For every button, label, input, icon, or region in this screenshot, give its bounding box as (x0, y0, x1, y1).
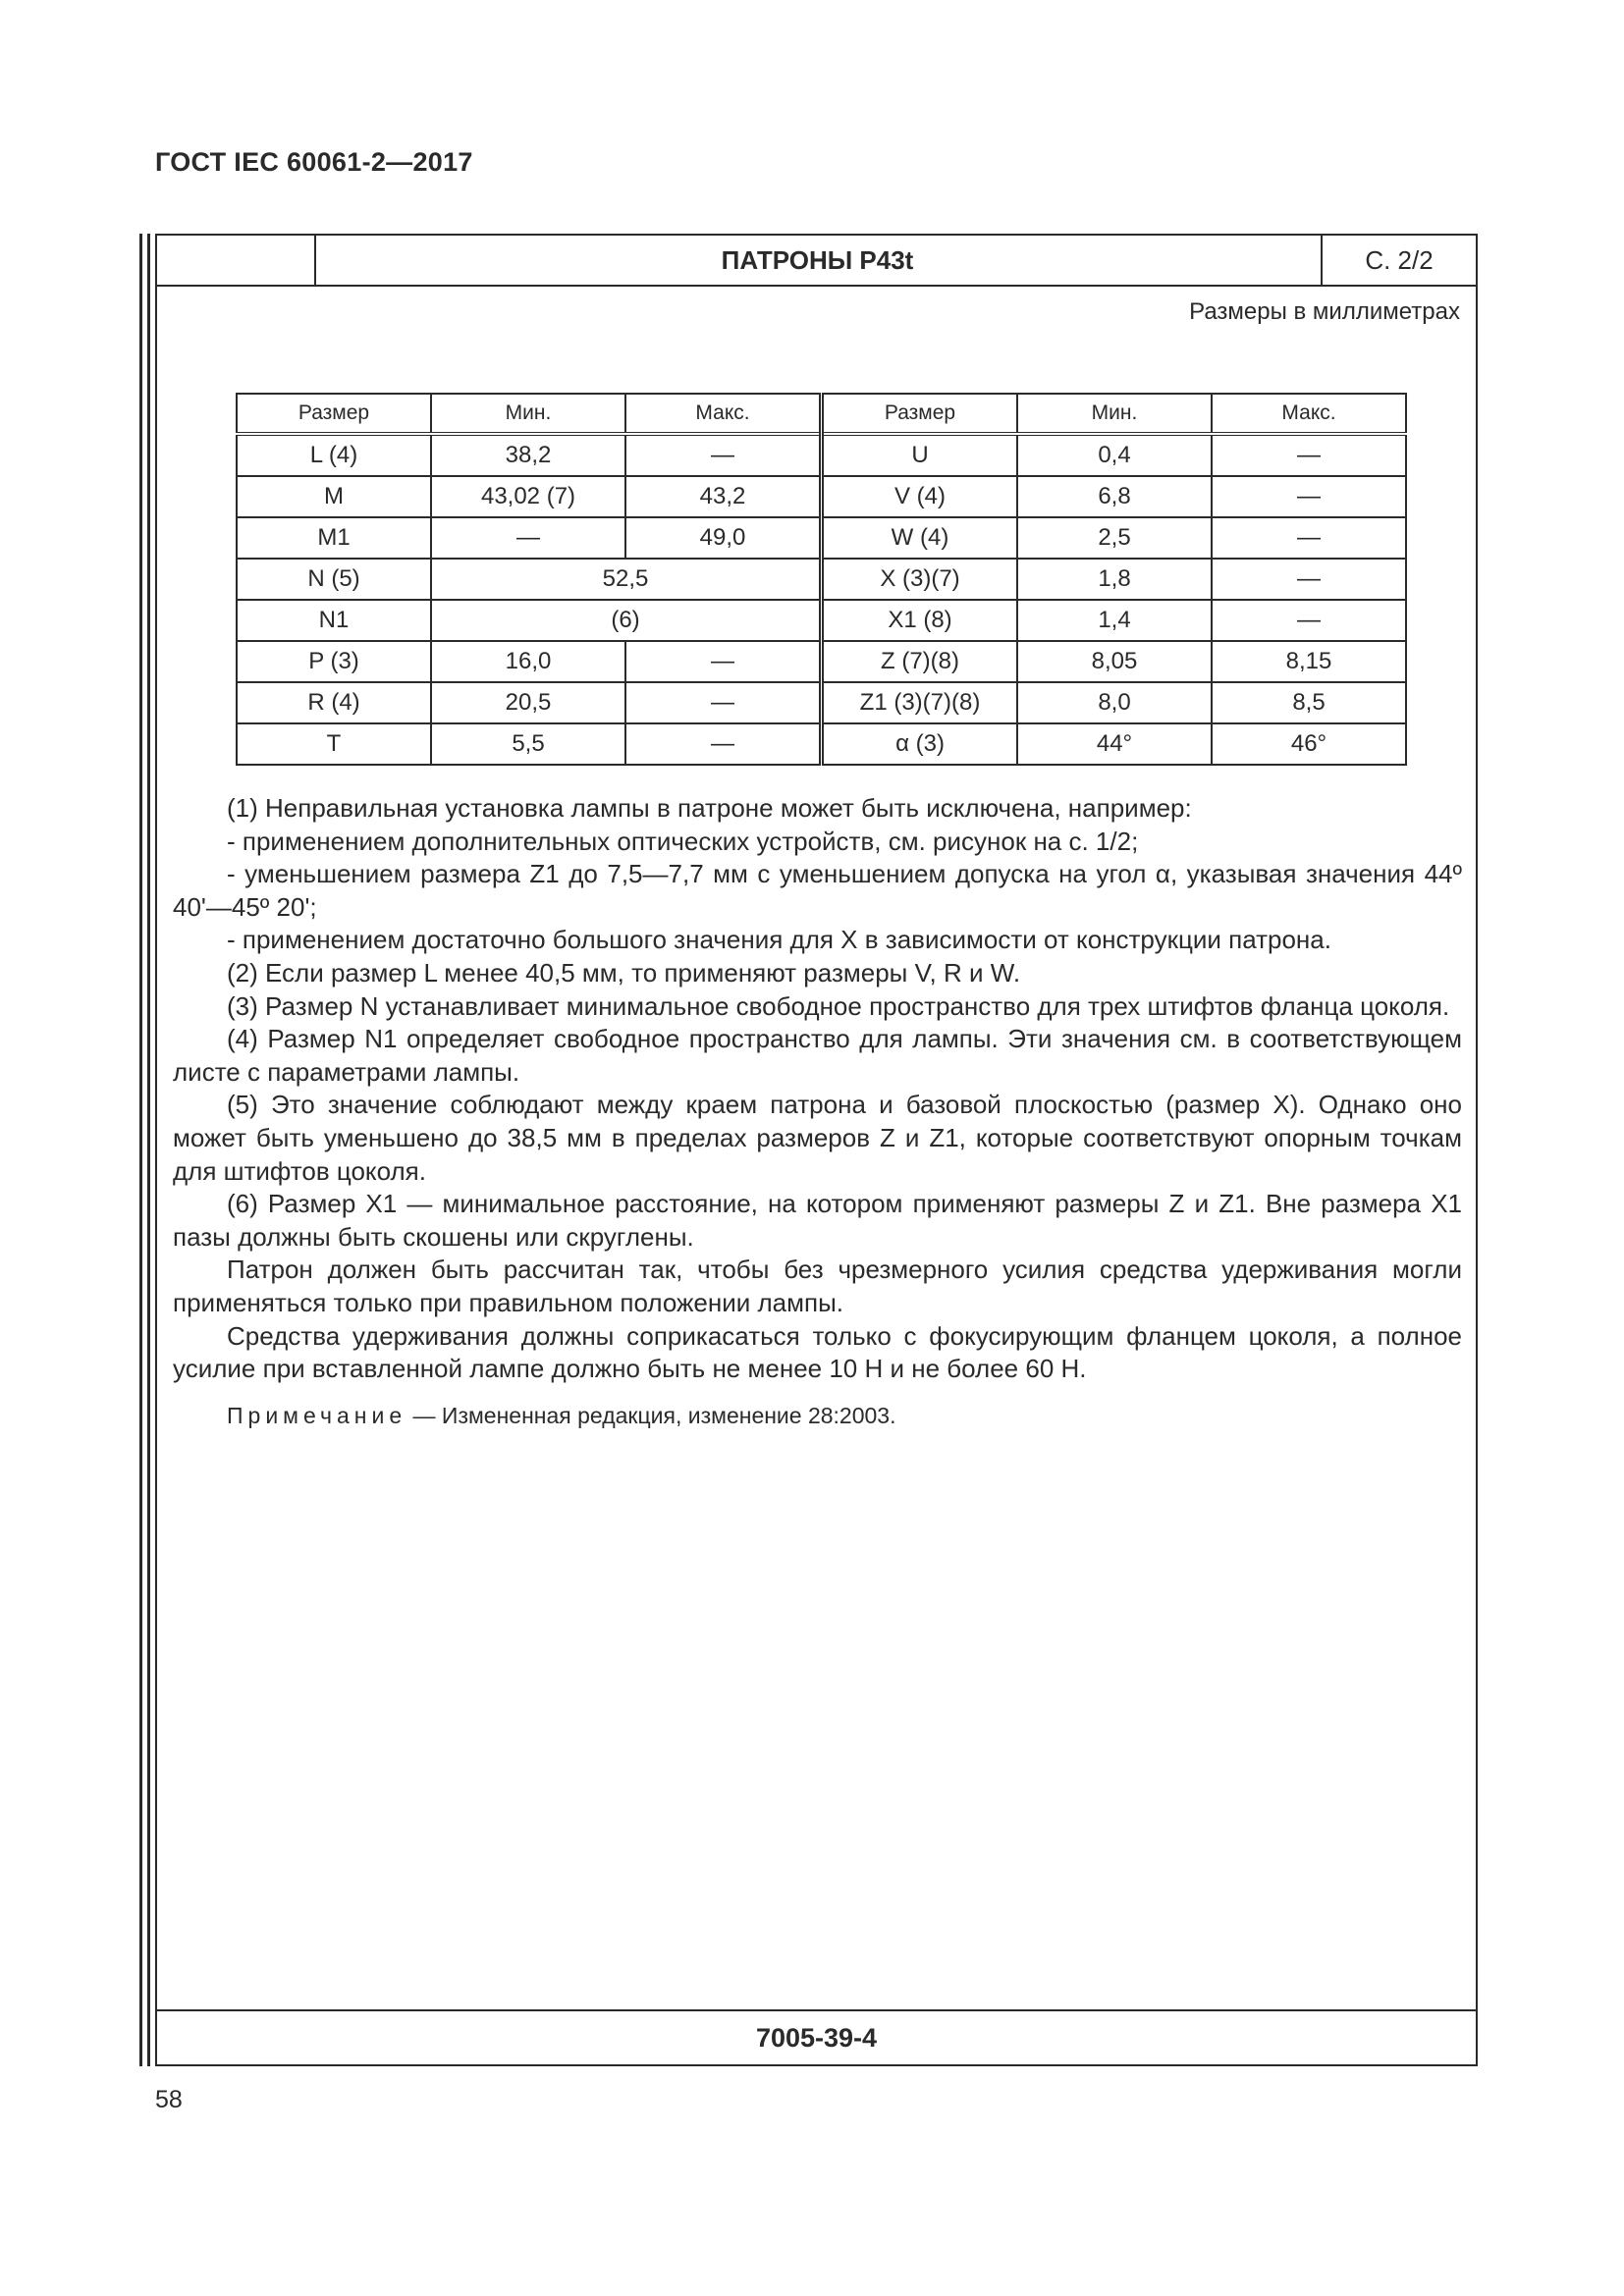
table-cell: M1 (237, 517, 431, 559)
note-paragraph: (1) Неправильная установка лампы в патроне может быть исключена, например: (227, 793, 1192, 823)
table-cell: — (625, 434, 822, 476)
table-row (237, 682, 1406, 723)
table-cell: W (4) (822, 517, 1018, 559)
table-cell: R (4) (237, 682, 431, 723)
table-cell: 43,2 (625, 476, 822, 517)
table-row (237, 517, 1406, 559)
table-cell: M (237, 476, 431, 517)
table-cell: 46° (1212, 723, 1406, 765)
table-cell: 1,4 (1017, 600, 1212, 641)
sheet-header-blank-cell (157, 236, 316, 285)
table-header-row (237, 394, 1406, 434)
table-cell-merged: 52,5 (431, 559, 822, 600)
table-row (237, 476, 1406, 517)
table-cell: V (4) (822, 476, 1018, 517)
table-cell: 20,5 (431, 682, 625, 723)
table-row (237, 723, 1406, 765)
table-cell: — (625, 682, 822, 723)
header-min-left: Мин. (431, 394, 625, 434)
note-paragraph: Патрон должен быть рассчитан так, чтобы без чрезмерного усилия средства удерживания могли применяться только при правильном положении лампы. (173, 1255, 1462, 1317)
dimensions-table (236, 393, 1407, 766)
table-cell: T (237, 723, 431, 765)
table-cell: 16,0 (431, 641, 625, 682)
table-cell: — (625, 641, 822, 682)
table-row (237, 641, 1406, 682)
note-paragraph: - уменьшением размера Z1 до 7,5—7,7 мм с уменьшением допуска на угол α, указывая значения 44º 40'—45º 20'; (173, 859, 1462, 922)
page-number: 58 (155, 2086, 183, 2113)
binding-line-outer (139, 234, 142, 2066)
note-paragraph: (6) Размер X1 — минимальное расстояние, на котором применяют размеры Z и Z1. Вне размера X1 пазы должны быть скошены или скруглены. (173, 1189, 1462, 1252)
table-cell: N1 (237, 600, 431, 641)
header-max-right: Макс. (1212, 394, 1406, 434)
amendment-remark (173, 1400, 1462, 1433)
table-cell: 5,5 (431, 723, 625, 765)
table-cell: — (1212, 600, 1406, 641)
table-cell: 8,05 (1017, 641, 1212, 682)
table-cell: 2,5 (1017, 517, 1212, 559)
table-cell: — (1212, 476, 1406, 517)
sheet-page-indicator: С. 2/2 (1365, 244, 1434, 275)
document-standard-header: ГОСТ IEC 60061-2—2017 (155, 147, 473, 177)
table-row (237, 600, 1406, 641)
table-cell: 8,15 (1212, 641, 1406, 682)
notes-section (173, 792, 1462, 1432)
table-cell: — (431, 517, 625, 559)
remark-text: — Измененная редакция, изменение 28:2003. (406, 1402, 896, 1428)
note-paragraph: (2) Если размер L менее 40,5 мм, то применяют размеры V, R и W. (227, 957, 1021, 988)
table-cell: 0,4 (1017, 434, 1212, 476)
header-min-right: Мин. (1017, 394, 1212, 434)
sheet-code: 7005-39-4 (157, 2009, 1476, 2064)
table-cell: 38,2 (431, 434, 625, 476)
table-row (237, 434, 1406, 476)
table-cell-merged: (6) (431, 600, 822, 641)
table-cell: N (5) (237, 559, 431, 600)
table-cell: L (4) (237, 434, 431, 476)
table-cell: 49,0 (625, 517, 822, 559)
table-cell: P (3) (237, 641, 431, 682)
sheet-header (157, 236, 1476, 287)
table-cell: — (1212, 517, 1406, 559)
table-cell: — (1212, 434, 1406, 476)
note-paragraph: Средства удерживания должны соприкасаться только с фокусирующим фланцем цоколя, а полное усилие при вставленной лампе должно быть не менее 10 Н и не более 60 Н. (173, 1320, 1462, 1384)
table-cell: Z1 (3)(7)(8) (822, 682, 1018, 723)
sheet-title: ПАТРОНЫ P43t (314, 236, 1323, 285)
header-max-left: Макс. (625, 394, 822, 434)
note-paragraph: (4) Размер N1 определяет свободное пространство для лампы. Эти значения см. в соответствующем листе с параметрами лампы. (173, 1024, 1462, 1087)
binding-line-inner (147, 234, 150, 2066)
units-note: Размеры в миллиметрах (1189, 298, 1460, 325)
table-cell: 43,02 (7) (431, 476, 625, 517)
table-row (237, 559, 1406, 600)
table-cell: U (822, 434, 1018, 476)
note-paragraph: (3) Размер N устанавливает минимальное свободное пространство для трех штифтов фланца цоколя. (227, 990, 1450, 1021)
standard-sheet (155, 234, 1478, 2066)
header-dimension-left: Размер (237, 394, 431, 434)
remark-lead: Примечание (227, 1402, 407, 1428)
table-cell: α (3) (822, 723, 1018, 765)
note-paragraph: (5) Это значение соблюдают между краем патрона и базовой плоскостью (размер X). Однако оно может быть уменьшено до 38,5 мм в пределах размеров Z и Z1, которые соответствуют опорным точкам для штифтов цоколя. (173, 1090, 1462, 1186)
table-cell: 8,5 (1212, 682, 1406, 723)
table-cell: Z (7)(8) (822, 641, 1018, 682)
table-cell: 44° (1017, 723, 1212, 765)
table-cell: 6,8 (1017, 476, 1212, 517)
table-cell: — (1212, 559, 1406, 600)
table-cell: 8,0 (1017, 682, 1212, 723)
note-paragraph: - применением дополнительных оптических устройств, см. рисунок на с. 1/2; (227, 826, 1139, 856)
table-cell: X (3)(7) (822, 559, 1018, 600)
table-cell: X1 (8) (822, 600, 1018, 641)
header-dimension-right: Размер (822, 394, 1018, 434)
table-cell: 1,8 (1017, 559, 1212, 600)
note-paragraph: - применением достаточно большого значения для X в зависимости от конструкции патрона. (227, 925, 1331, 955)
table-cell: — (625, 723, 822, 765)
